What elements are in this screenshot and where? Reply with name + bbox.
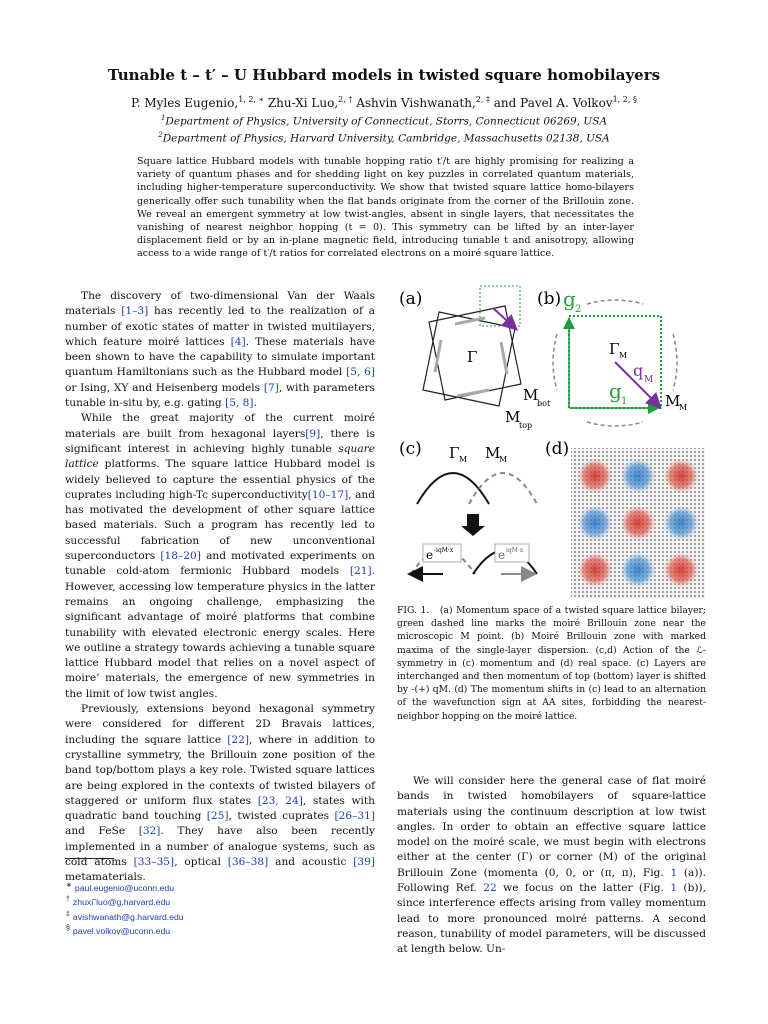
label-mbot: M	[523, 386, 539, 404]
body-text: and FeSe	[65, 825, 139, 838]
left-column	[65, 289, 375, 886]
body-text: , optical	[174, 855, 228, 868]
author-list	[0, 95, 768, 110]
author-affiliation-marker: 2, †	[338, 95, 353, 104]
panel-d-real-space	[571, 448, 705, 598]
citation-link[interactable]: [5, 8]	[225, 397, 254, 410]
body-text: . They have also been recently implemented in a number of analogue systems, such as cold atoms	[65, 825, 375, 868]
panel-a-squares	[423, 286, 521, 406]
author-name: and Pavel A. Volkov	[493, 96, 613, 110]
footnote	[66, 909, 184, 923]
author-affiliation-marker: 1, 2, §	[612, 95, 637, 104]
affiliation-number: 2	[158, 131, 163, 139]
paper-title: Tunable t – t′ – U Hubbard models in twisted square homobilayers	[107, 66, 661, 84]
citation-link[interactable]: [23, 24]	[257, 794, 303, 807]
affiliation-number: 1	[160, 114, 166, 122]
body-text: has recently led to the realization of a number of exotic states of matter in twisted multilayers, which feature moiré lattices	[65, 305, 375, 348]
author-name: Zhu-Xi Luo,	[267, 96, 339, 110]
body-text: and acoustic	[268, 855, 354, 868]
citation-link[interactable]: [39]	[353, 855, 375, 868]
label-exp-right: e	[498, 548, 506, 562]
panel-label-d: (d)	[545, 439, 570, 459]
body-text: metamaterials.	[65, 871, 146, 884]
label-gammaM-b: Γ	[609, 340, 620, 358]
citation-link[interactable]: [7]	[263, 381, 279, 394]
affiliation-text: Department of Physics, Harvard University, Cambridge, Massachusetts 02138, USA	[162, 132, 610, 145]
body-text: , twisted cuprates	[228, 810, 335, 823]
body-text: . These materials have been shown to have the capability to simulate important quantum Hamiltonians such as the Hubbard model	[65, 335, 375, 379]
body-text: square lattice	[65, 442, 375, 471]
label-gammaM-c: Γ	[449, 444, 460, 462]
footnotes	[66, 880, 184, 938]
footnote	[66, 880, 184, 894]
body-text: (a)). Following Ref.	[397, 866, 707, 895]
label-gammaM-c-sub: M	[459, 455, 468, 464]
footnote	[66, 894, 184, 908]
body-text: We will consider here the general case of flat moiré bands in twisted homobilayers of square-lattice materials using the continuum description at low twist angles. In order to obtain an effective square lattice model on the moiré scale, we must begin with electrons either at the center (Γ) or corner (M) of the original Brillouin Zone (momenta (0, 0, or (π, π), Fig.	[397, 775, 706, 879]
footnote-symbol: §	[66, 925, 70, 933]
footnote	[66, 923, 184, 937]
email-link[interactable]: paul.eugenio@uconn.edu	[74, 882, 175, 893]
author-affiliation-marker: 2, ‡	[475, 95, 490, 104]
email-link[interactable]: pavel.volkov@uconn.edu	[72, 926, 171, 937]
paragraph-intro	[65, 289, 375, 411]
label-exp-left-sup: -iqM·x	[434, 547, 454, 554]
body-text: , with parameters tunable in-situ by, e.g. gating	[65, 381, 375, 410]
panel-b-moire-bz	[553, 300, 677, 426]
label-exp-right-sup: iqM·x	[506, 547, 524, 554]
citation-link[interactable]: [5, 6]	[346, 366, 375, 379]
label-g1-sub: 1	[621, 396, 628, 407]
body-text: The discovery of two-dimensional Van der Waals materials	[65, 290, 375, 318]
citation-link[interactable]: [4]	[230, 335, 246, 348]
label-gammaM-b-sub: M	[619, 351, 628, 360]
paragraph-continuum-model	[397, 774, 706, 958]
affiliation-1	[0, 114, 768, 128]
citation-link[interactable]: [36–38]	[227, 855, 269, 868]
citation-link[interactable]: 22	[483, 882, 497, 895]
label-g2: g	[563, 287, 576, 311]
footnote-symbol: ∗	[66, 882, 72, 889]
body-text: and motivated experiments on tunable cold-atom fermionic Hubbard models	[65, 550, 375, 578]
body-text: (b)), since interference effects arising from valley momentum lead to more pronounced moiré patterns. A second reason, tunability of model parameters, will be discussed at length below. Un-	[397, 882, 706, 956]
body-text: , and has motivated the development of other square lattice based materials. Such a program has recently led to successful fabrication of new unconventional superconductors	[65, 488, 375, 563]
author-name: Ashvin Vishwanath,	[356, 96, 476, 110]
body-text: platforms. The square lattice Hubbard model is widely believed to capture the essential physics of the cuprates including high-Tc superconductivity	[65, 458, 375, 501]
footnote-symbol: †	[66, 896, 70, 904]
footnote-symbol: ‡	[66, 910, 70, 918]
citation-link[interactable]: 1	[670, 866, 678, 879]
body-text: .	[253, 397, 257, 410]
affiliation-2	[0, 131, 768, 145]
email-link[interactable]: avishwanath@g.harvard.edu	[72, 911, 184, 922]
label-MM-c-sub: M	[499, 455, 508, 464]
right-column	[397, 774, 706, 958]
label-MM-b: M	[665, 392, 681, 410]
footnote-rule	[65, 858, 114, 859]
label-mtop-sub: top	[519, 421, 533, 430]
label-MM-c: M	[485, 444, 501, 462]
body-text: , where in addition to crystalline symmetry, the Brillouin zone position of the band top/bottom plays a key role. Twisted square lattices are being explored in the contexts of twisted bilayers of staggered or uniform flux states	[65, 733, 375, 807]
body-text: . However, accessing low temperature physics in the latter remains an ongoing challenge, emphasizing the significant advantage of moiré platforms that combine tunability with elevated electronic energy scales. Here we outline a strategy towards achieving a tunable square lattice Hubbard model that relies on a novel aspect of moire’ materials, the emergence of new symmetries in the limit of low twist angles.	[65, 565, 375, 700]
panel-label-c: (c)	[399, 439, 422, 459]
label-exp-left: e	[426, 548, 434, 562]
body-text: we focus on the latter (Fig.	[496, 882, 671, 895]
figure-1	[397, 282, 709, 602]
paragraph-square-lattice	[65, 411, 375, 702]
body-text: , states with quadratic band touching	[65, 794, 375, 823]
email-link[interactable]: zhuxi˜luo@g.harvard.edu	[72, 897, 171, 908]
citation-link[interactable]: [22]	[227, 733, 249, 746]
label-qM-sub: M	[644, 375, 654, 385]
author-name: P. Myles Eugenio,	[131, 96, 239, 110]
label-MM-b-sub: M	[679, 403, 688, 412]
citation-link[interactable]: [1–3]	[121, 305, 149, 318]
caption-label: FIG. 1.	[397, 605, 430, 616]
author-affiliation-marker: 1, 2, ∗	[238, 95, 264, 104]
label-mbot-sub: bot	[537, 399, 551, 408]
affiliation-text: Department of Physics, University of Connecticut, Storrs, Connecticut 06269, USA	[165, 115, 608, 128]
body-text: or Ising, XY and Heisenberg models	[65, 381, 264, 394]
label-g1: g	[609, 379, 622, 403]
body-text: , there is significant interest in achieving highly tunable	[65, 427, 375, 455]
panel-label-a: (a)	[399, 289, 423, 309]
abstract: Square lattice Hubbard models with tunable hopping ratio t′/t are highly promising for realizing a variety of quantum phases and for shedding light on key puzzles in correlated quantum materials, including higher-temperature superconductivity. We show that twisted square lattice homo-bilayers generically offer such tunability when the flat bands originate from the corner of the Brillouin zone. We reveal an emergent symmetry at low twist-angles, absent in single layers, that necessitates the vanishing of nearest neighbor hopping (t = 0). This symmetry can be lifted by an inter-layer displacement field or by an in-plane magnetic field, introducing tunable t and anisotropy, allowing access to a wide range of t′/t ratios for correlated electrons on a moiré square lattice.	[137, 156, 634, 260]
label-mtop: M	[505, 408, 521, 426]
citation-link[interactable]: [26–31]	[334, 810, 376, 823]
figure-caption	[397, 604, 706, 723]
citation-link[interactable]: 1	[670, 882, 678, 895]
citation-link[interactable]: [32]	[138, 825, 161, 838]
citation-link[interactable]: [10–17]	[307, 488, 349, 501]
panel-label-b: (b)	[537, 289, 562, 309]
citation-link[interactable]: [9]	[305, 427, 321, 440]
body-text: Previously, extensions beyond hexagonal symmetry were considered for different 2D Bravais lattices, including the square lattice	[65, 703, 375, 746]
label-gamma: Γ	[467, 348, 478, 366]
body-text: While the great majority of the current moiré materials are built from hexagonal layers	[65, 412, 375, 440]
label-g2-sub: 2	[575, 304, 582, 315]
citation-link[interactable]: [33–35]	[133, 855, 175, 868]
figure-1-svg	[397, 282, 709, 602]
citation-link[interactable]: [21]	[349, 565, 372, 578]
caption-text: (a) Momentum space of a twisted square lattice bilayer; green dashed line marks the moiré Brillouin zone near the microscopic M point. (b) Moiré Brillouin zone with marked maxima of the single-layer dispersion. (c,d) Action of the ℒ-symmetry in (c) momentum and (d) real space. (c) Layers are interchanged and then momentum of top (bottom) layer is shifted by -(+) qM. (d) The momentum shifts in (c) lead to an alternation of the wavefunction sign at AA sites, forbidding the nearest-neighbor hopping on the moiré lattice.	[397, 605, 706, 722]
label-qM: q	[633, 361, 644, 380]
citation-link[interactable]: [25]	[206, 810, 229, 823]
citation-link[interactable]: [18–20]	[160, 550, 201, 563]
